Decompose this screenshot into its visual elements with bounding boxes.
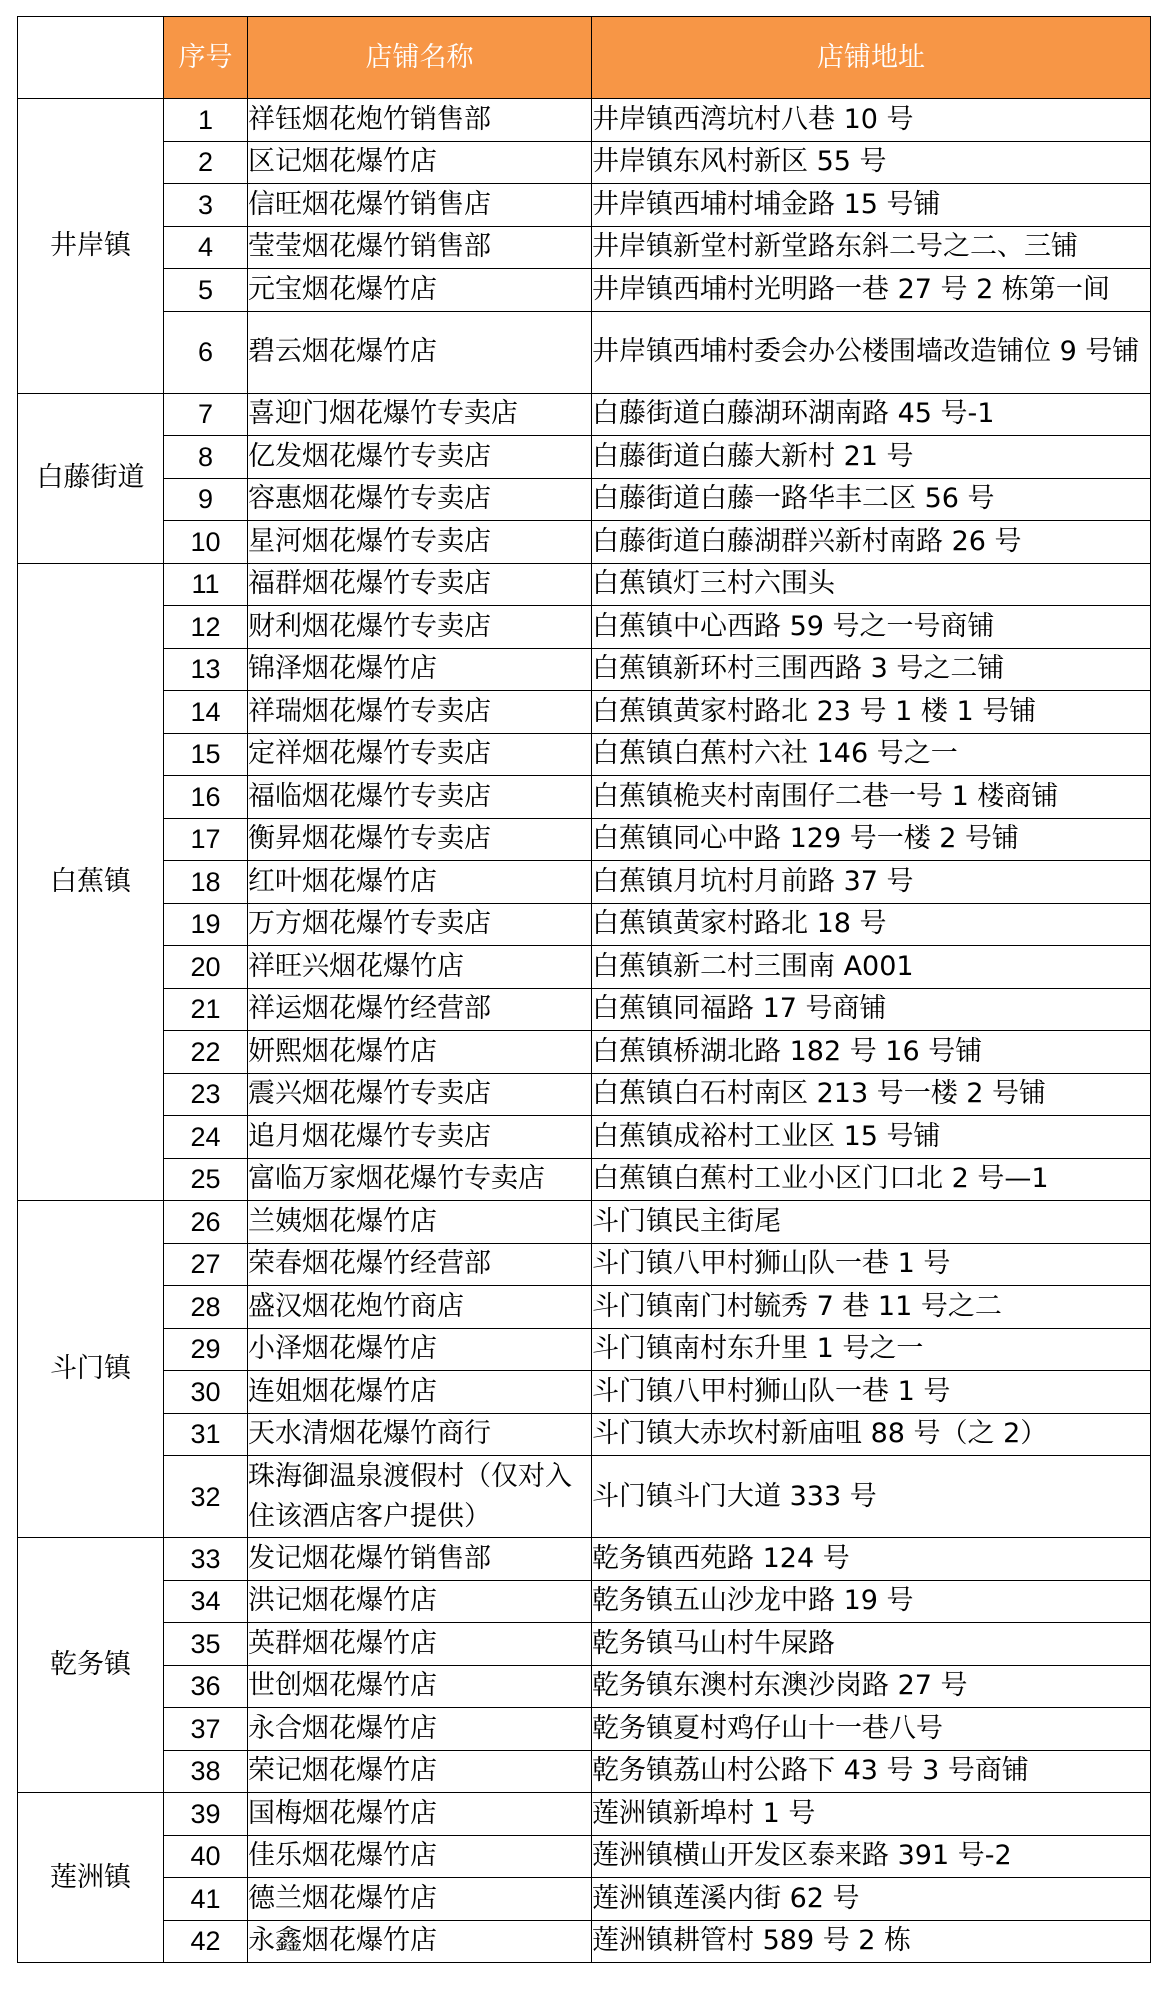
- table-row: [18, 1031, 1151, 1074]
- shop-number-cell: 14: [164, 691, 248, 734]
- table-row: [18, 1708, 1151, 1751]
- table-row: [18, 311, 1151, 393]
- shop-name-cell: 妍熙烟花爆竹店: [248, 1031, 592, 1074]
- shop-address-cell: 白蕉镇同心中路 129 号一楼 2 号铺: [592, 818, 1151, 861]
- shop-name-cell: 永鑫烟花爆竹店: [248, 1920, 592, 1963]
- shop-number-cell: 33: [164, 1538, 248, 1581]
- shop-name-cell: 荣春烟花爆竹经营部: [248, 1243, 592, 1286]
- shop-name-cell: 莹莹烟花爆竹销售部: [248, 226, 592, 269]
- shop-number-cell: 30: [164, 1371, 248, 1414]
- shop-number-cell: 20: [164, 946, 248, 989]
- shop-name-cell: 亿发烟花爆竹专卖店: [248, 436, 592, 479]
- table-row: [18, 99, 1151, 142]
- shop-number-cell: 2: [164, 141, 248, 184]
- table-row: [18, 436, 1151, 479]
- shop-name-cell: 兰姨烟花爆竹店: [248, 1201, 592, 1244]
- table-row: [18, 521, 1151, 564]
- shop-name-cell: 英群烟花爆竹店: [248, 1623, 592, 1666]
- shop-address-cell: 白蕉镇同福路 17 号商铺: [592, 988, 1151, 1031]
- shop-number-cell: 34: [164, 1580, 248, 1623]
- shop-address-cell: 白蕉镇中心西路 59 号之一号商铺: [592, 606, 1151, 649]
- shop-number-cell: 9: [164, 478, 248, 521]
- shop-number-cell: 28: [164, 1286, 248, 1329]
- shop-number-cell: 13: [164, 648, 248, 691]
- shop-number-cell: 25: [164, 1158, 248, 1201]
- table-row: [18, 1073, 1151, 1116]
- table-row: [18, 478, 1151, 521]
- shop-number-cell: 17: [164, 818, 248, 861]
- shop-name-cell: 荣记烟花爆竹店: [248, 1750, 592, 1793]
- town-cell: 井岸镇: [18, 99, 164, 394]
- shop-number-cell: 41: [164, 1878, 248, 1921]
- shop-name-cell: 发记烟花爆竹销售部: [248, 1538, 592, 1581]
- shop-address-cell: 斗门镇八甲村狮山队一巷 1 号: [592, 1243, 1151, 1286]
- table-row: [18, 563, 1151, 606]
- town-cell: 斗门镇: [18, 1201, 164, 1538]
- shop-name-cell: 祥运烟花爆竹经营部: [248, 988, 592, 1031]
- shop-address-cell: 斗门镇八甲村狮山队一巷 1 号: [592, 1371, 1151, 1414]
- shop-address-cell: 白蕉镇桥湖北路 182 号 16 号铺: [592, 1031, 1151, 1074]
- shop-address-cell: 白藤街道白藤湖群兴新村南路 26 号: [592, 521, 1151, 564]
- shop-name-cell: 世创烟花爆竹店: [248, 1665, 592, 1708]
- shop-number-cell: 15: [164, 733, 248, 776]
- shop-name-cell: 衡昇烟花爆竹专卖店: [248, 818, 592, 861]
- shop-address-cell: 白蕉镇白石村南区 213 号一楼 2 号铺: [592, 1073, 1151, 1116]
- shop-name-cell: 追月烟花爆竹专卖店: [248, 1116, 592, 1159]
- table-row: [18, 1371, 1151, 1414]
- shop-number-cell: 4: [164, 226, 248, 269]
- shop-number-cell: 35: [164, 1623, 248, 1666]
- table-row: [18, 1835, 1151, 1878]
- shop-name-cell: 定祥烟花爆竹专卖店: [248, 733, 592, 776]
- shop-address-cell: 斗门镇南门村毓秀 7 巷 11 号之二: [592, 1286, 1151, 1329]
- shop-address-cell: 白蕉镇白蕉村工业小区门口北 2 号—1: [592, 1158, 1151, 1201]
- shop-address-cell: 井岸镇西湾坑村八巷 10 号: [592, 99, 1151, 142]
- shop-address-cell: 井岸镇新堂村新堂路东斜二号之二、三铺: [592, 226, 1151, 269]
- shop-number-cell: 3: [164, 184, 248, 227]
- shop-address-cell: 白蕉镇灯三村六围头: [592, 563, 1151, 606]
- shop-name-cell: 德兰烟花爆竹店: [248, 1878, 592, 1921]
- town-cell: 莲洲镇: [18, 1793, 164, 1963]
- shop-number-cell: 40: [164, 1835, 248, 1878]
- shop-address-cell: 白蕉镇月坑村月前路 37 号: [592, 861, 1151, 904]
- shop-address-cell: 井岸镇西埔村光明路一巷 27 号 2 栋第一间: [592, 269, 1151, 312]
- shop-address-cell: 莲洲镇耕管村 589 号 2 栋: [592, 1920, 1151, 1963]
- shop-number-cell: 29: [164, 1328, 248, 1371]
- shop-address-cell: 斗门镇斗门大道 333 号: [592, 1456, 1151, 1538]
- table-row: [18, 1243, 1151, 1286]
- shop-address-cell: 乾务镇东澳村东澳沙岗路 27 号: [592, 1665, 1151, 1708]
- table-row: [18, 1328, 1151, 1371]
- table-header: [18, 17, 1151, 99]
- shop-number-cell: 7: [164, 393, 248, 436]
- shop-name-cell: 万方烟花爆竹专卖店: [248, 903, 592, 946]
- shop-number-cell: 22: [164, 1031, 248, 1074]
- shop-number-cell: 12: [164, 606, 248, 649]
- shop-number-cell: 11: [164, 563, 248, 606]
- table-row: [18, 776, 1151, 819]
- shop-address-cell: 莲洲镇新埠村 1 号: [592, 1793, 1151, 1836]
- shop-number-cell: 32: [164, 1456, 248, 1538]
- town-cell: 白蕉镇: [18, 563, 164, 1201]
- shop-number-cell: 5: [164, 269, 248, 312]
- shop-number-cell: 26: [164, 1201, 248, 1244]
- table-row: [18, 226, 1151, 269]
- table-row: [18, 1456, 1151, 1538]
- header-address: 店铺地址: [592, 17, 1151, 99]
- shop-name-cell: 珠海御温泉渡假村（仅对入住该酒店客户提供）: [248, 1456, 592, 1538]
- table-row: [18, 903, 1151, 946]
- shop-address-cell: 乾务镇荔山村公路下 43 号 3 号商铺: [592, 1750, 1151, 1793]
- shop-address-cell: 乾务镇西苑路 124 号: [592, 1538, 1151, 1581]
- shop-name-cell: 区记烟花爆竹店: [248, 141, 592, 184]
- shop-address-cell: 乾务镇马山村牛屎路: [592, 1623, 1151, 1666]
- shop-number-cell: 1: [164, 99, 248, 142]
- table-body: [18, 99, 1151, 1963]
- shop-number-cell: 6: [164, 311, 248, 393]
- table-row: [18, 184, 1151, 227]
- shop-number-cell: 31: [164, 1413, 248, 1456]
- shop-name-cell: 容惠烟花爆竹专卖店: [248, 478, 592, 521]
- town-cell: 乾务镇: [18, 1538, 164, 1793]
- shop-name-cell: 天水清烟花爆竹商行: [248, 1413, 592, 1456]
- shop-address-cell: 井岸镇西埔村埔金路 15 号铺: [592, 184, 1151, 227]
- shop-name-cell: 小泽烟花爆竹店: [248, 1328, 592, 1371]
- shop-name-cell: 财利烟花爆竹专卖店: [248, 606, 592, 649]
- shop-number-cell: 42: [164, 1920, 248, 1963]
- shop-name-cell: 盛汉烟花炮竹商店: [248, 1286, 592, 1329]
- table-row: [18, 606, 1151, 649]
- table-row: [18, 818, 1151, 861]
- header-no: 序号: [164, 17, 248, 99]
- shop-name-cell: 锦泽烟花爆竹店: [248, 648, 592, 691]
- table-row: [18, 1201, 1151, 1244]
- shop-number-cell: 10: [164, 521, 248, 564]
- shop-address-cell: 斗门镇南村东升里 1 号之一: [592, 1328, 1151, 1371]
- shop-address-cell: 莲洲镇莲溪内街 62 号: [592, 1878, 1151, 1921]
- table-row: [18, 393, 1151, 436]
- shop-name-cell: 红叶烟花爆竹店: [248, 861, 592, 904]
- table-row: [18, 1538, 1151, 1581]
- table-row: [18, 691, 1151, 734]
- table-row: [18, 1413, 1151, 1456]
- shop-name-cell: 福临烟花爆竹专卖店: [248, 776, 592, 819]
- shop-address-cell: 白藤街道白藤湖环湖南路 45 号-1: [592, 393, 1151, 436]
- shop-address-cell: 白蕉镇黄家村路北 18 号: [592, 903, 1151, 946]
- table-row: [18, 1878, 1151, 1921]
- shop-name-cell: 震兴烟花爆竹专卖店: [248, 1073, 592, 1116]
- header-blank-cell: [18, 17, 164, 99]
- shop-number-cell: 19: [164, 903, 248, 946]
- shop-name-cell: 永合烟花爆竹店: [248, 1708, 592, 1751]
- table-row: [18, 1920, 1151, 1963]
- shop-name-cell: 祥钰烟花炮竹销售部: [248, 99, 592, 142]
- shop-name-cell: 国梅烟花爆竹店: [248, 1793, 592, 1836]
- shop-number-cell: 24: [164, 1116, 248, 1159]
- table-row: [18, 1286, 1151, 1329]
- shop-address-cell: 井岸镇西埔村委会办公楼围墙改造铺位 9 号铺: [592, 311, 1151, 393]
- table-row: [18, 1158, 1151, 1201]
- shop-address-cell: 井岸镇东风村新区 55 号: [592, 141, 1151, 184]
- town-cell: 白藤街道: [18, 393, 164, 563]
- table-row: [18, 733, 1151, 776]
- shop-address-cell: 斗门镇大赤坎村新庙咀 88 号（之 2）: [592, 1413, 1151, 1456]
- table-row: [18, 1665, 1151, 1708]
- table-row: [18, 269, 1151, 312]
- shop-name-cell: 喜迎门烟花爆竹专卖店: [248, 393, 592, 436]
- shop-address-cell: 白蕉镇新环村三围西路 3 号之二铺: [592, 648, 1151, 691]
- shop-number-cell: 18: [164, 861, 248, 904]
- table-row: [18, 946, 1151, 989]
- table-row: [18, 1750, 1151, 1793]
- shop-number-cell: 16: [164, 776, 248, 819]
- table-row: [18, 1623, 1151, 1666]
- shop-name-cell: 元宝烟花爆竹店: [248, 269, 592, 312]
- shop-number-cell: 39: [164, 1793, 248, 1836]
- shop-address-cell: 斗门镇民主街尾: [592, 1201, 1151, 1244]
- shop-name-cell: 祥瑞烟花爆竹专卖店: [248, 691, 592, 734]
- shop-name-cell: 星河烟花爆竹专卖店: [248, 521, 592, 564]
- header-name: 店铺名称: [248, 17, 592, 99]
- shop-address-cell: 乾务镇五山沙龙中路 19 号: [592, 1580, 1151, 1623]
- shop-address-cell: 白藤街道白藤大新村 21 号: [592, 436, 1151, 479]
- shop-address-cell: 白蕉镇黄家村路北 23 号 1 楼 1 号铺: [592, 691, 1151, 734]
- shop-name-cell: 碧云烟花爆竹店: [248, 311, 592, 393]
- shop-number-cell: 23: [164, 1073, 248, 1116]
- shop-address-cell: 白蕉镇白蕉村六社 146 号之一: [592, 733, 1151, 776]
- shop-name-cell: 福群烟花爆竹专卖店: [248, 563, 592, 606]
- shop-name-cell: 佳乐烟花爆竹店: [248, 1835, 592, 1878]
- shop-name-cell: 洪记烟花爆竹店: [248, 1580, 592, 1623]
- shop-number-cell: 38: [164, 1750, 248, 1793]
- shop-address-cell: 白蕉镇新二村三围南 A001: [592, 946, 1151, 989]
- shop-table: [17, 16, 1151, 1963]
- shop-address-cell: 白蕉镇桅夹村南围仔二巷一号 1 楼商铺: [592, 776, 1151, 819]
- table-row: [18, 861, 1151, 904]
- shop-number-cell: 36: [164, 1665, 248, 1708]
- shop-number-cell: 37: [164, 1708, 248, 1751]
- shop-number-cell: 8: [164, 436, 248, 479]
- shop-address-cell: 莲洲镇横山开发区泰来路 391 号-2: [592, 1835, 1151, 1878]
- shop-number-cell: 21: [164, 988, 248, 1031]
- table-row: [18, 1116, 1151, 1159]
- shop-address-cell: 乾务镇夏村鸡仔山十一巷八号: [592, 1708, 1151, 1751]
- shop-address-cell: 白蕉镇成裕村工业区 15 号铺: [592, 1116, 1151, 1159]
- table-row: [18, 1580, 1151, 1623]
- shop-name-cell: 信旺烟花爆竹销售店: [248, 184, 592, 227]
- shop-number-cell: 27: [164, 1243, 248, 1286]
- shop-address-cell: 白藤街道白藤一路华丰二区 56 号: [592, 478, 1151, 521]
- shop-name-cell: 连姐烟花爆竹店: [248, 1371, 592, 1414]
- shop-name-cell: 祥旺兴烟花爆竹店: [248, 946, 592, 989]
- table-row: [18, 648, 1151, 691]
- table-row: [18, 988, 1151, 1031]
- shop-name-cell: 富临万家烟花爆竹专卖店: [248, 1158, 592, 1201]
- table-row: [18, 141, 1151, 184]
- table-row: [18, 1793, 1151, 1836]
